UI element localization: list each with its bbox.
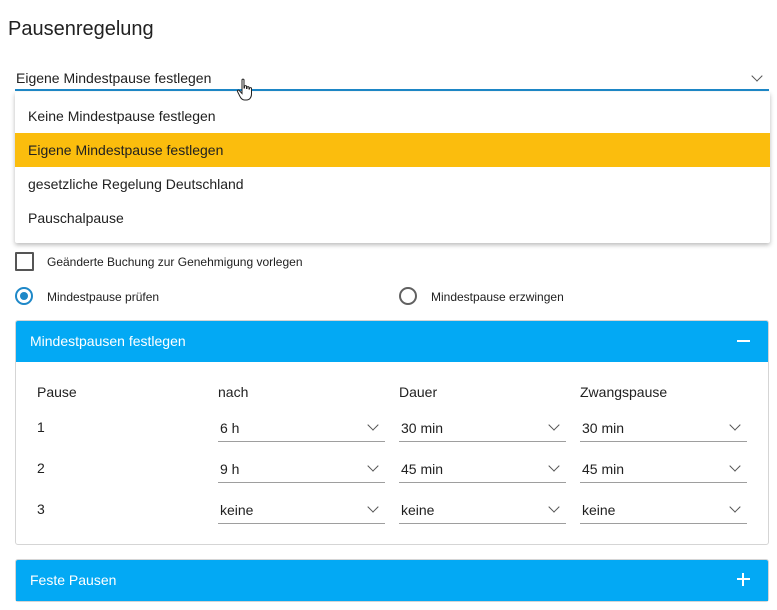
hand-cursor-icon xyxy=(236,78,254,102)
pause-rule-select-value: Eigene Mindestpause festlegen xyxy=(16,70,212,86)
chevron-down-icon xyxy=(548,501,559,512)
chevron-down-icon xyxy=(729,460,740,471)
page-title: Pausenregelung xyxy=(8,18,154,40)
chevron-down-icon xyxy=(367,419,378,430)
col-header-dauer: Dauer xyxy=(399,384,438,400)
approval-checkbox[interactable] xyxy=(15,252,34,271)
select-dauer-3[interactable] xyxy=(399,499,566,524)
select-zwangspause-3[interactable] xyxy=(580,499,747,524)
dropdown-option-keine[interactable]: Keine Mindestpause festlegen xyxy=(28,108,216,124)
chevron-down-icon xyxy=(751,70,762,81)
panel-feste-pausen xyxy=(15,559,769,602)
select-value: 30 min xyxy=(401,420,444,436)
pause-rule-dropdown xyxy=(15,92,770,243)
select-dauer-2[interactable] xyxy=(399,458,566,483)
panel-mindestpausen-header[interactable] xyxy=(16,321,768,362)
chevron-down-icon xyxy=(367,501,378,512)
row-number: 1 xyxy=(37,419,45,435)
col-header-pause: Pause xyxy=(37,384,77,400)
pause-rule-select[interactable] xyxy=(15,66,769,91)
panel-feste-pausen-title: Feste Pausen xyxy=(30,572,117,588)
select-zwangspause-2[interactable] xyxy=(580,458,747,483)
select-value: keine xyxy=(582,502,616,518)
approval-checkbox-label: Geänderte Buchung zur Genehmigung vorlegen xyxy=(47,255,303,269)
radio-mindestpause-pruefen[interactable] xyxy=(15,287,33,305)
chevron-down-icon xyxy=(729,419,740,430)
select-value: 45 min xyxy=(401,461,444,477)
select-zwangspause-1[interactable] xyxy=(580,417,747,442)
chevron-down-icon xyxy=(548,460,559,471)
chevron-down-icon xyxy=(548,419,559,430)
dropdown-option-eigene[interactable]: Eigene Mindestpause festlegen xyxy=(15,133,770,167)
col-header-zwangspause: Zwangspause xyxy=(580,384,668,400)
select-value: keine xyxy=(220,502,254,518)
chevron-down-icon xyxy=(367,460,378,471)
panel-mindestpausen-title: Mindestpausen festlegen xyxy=(30,333,186,349)
radio-mindestpause-erzwingen[interactable] xyxy=(399,287,417,305)
dropdown-option-pauschal[interactable]: Pauschalpause xyxy=(28,210,124,226)
panel-feste-pausen-header[interactable] xyxy=(16,560,768,601)
select-nach-2[interactable] xyxy=(218,458,385,483)
select-value: 6 h xyxy=(220,420,240,436)
minus-icon[interactable] xyxy=(737,340,750,342)
select-nach-1[interactable] xyxy=(218,417,385,442)
radio-mindestpause-pruefen-label: Mindestpause prüfen xyxy=(47,290,160,304)
row-number: 2 xyxy=(37,460,45,476)
dropdown-option-gesetzlich[interactable]: gesetzliche Regelung Deutschland xyxy=(28,176,244,192)
panel-mindestpausen xyxy=(15,320,769,545)
select-value: 45 min xyxy=(582,461,625,477)
radio-mindestpause-erzwingen-label: Mindestpause erzwingen xyxy=(431,290,564,304)
plus-icon[interactable] xyxy=(737,573,750,586)
select-value: 9 h xyxy=(220,461,240,477)
select-dauer-1[interactable] xyxy=(399,417,566,442)
select-nach-3[interactable] xyxy=(218,499,385,524)
select-value: keine xyxy=(401,502,435,518)
select-value: 30 min xyxy=(582,420,625,436)
col-header-nach: nach xyxy=(218,384,249,400)
chevron-down-icon xyxy=(729,501,740,512)
row-number: 3 xyxy=(37,501,45,517)
